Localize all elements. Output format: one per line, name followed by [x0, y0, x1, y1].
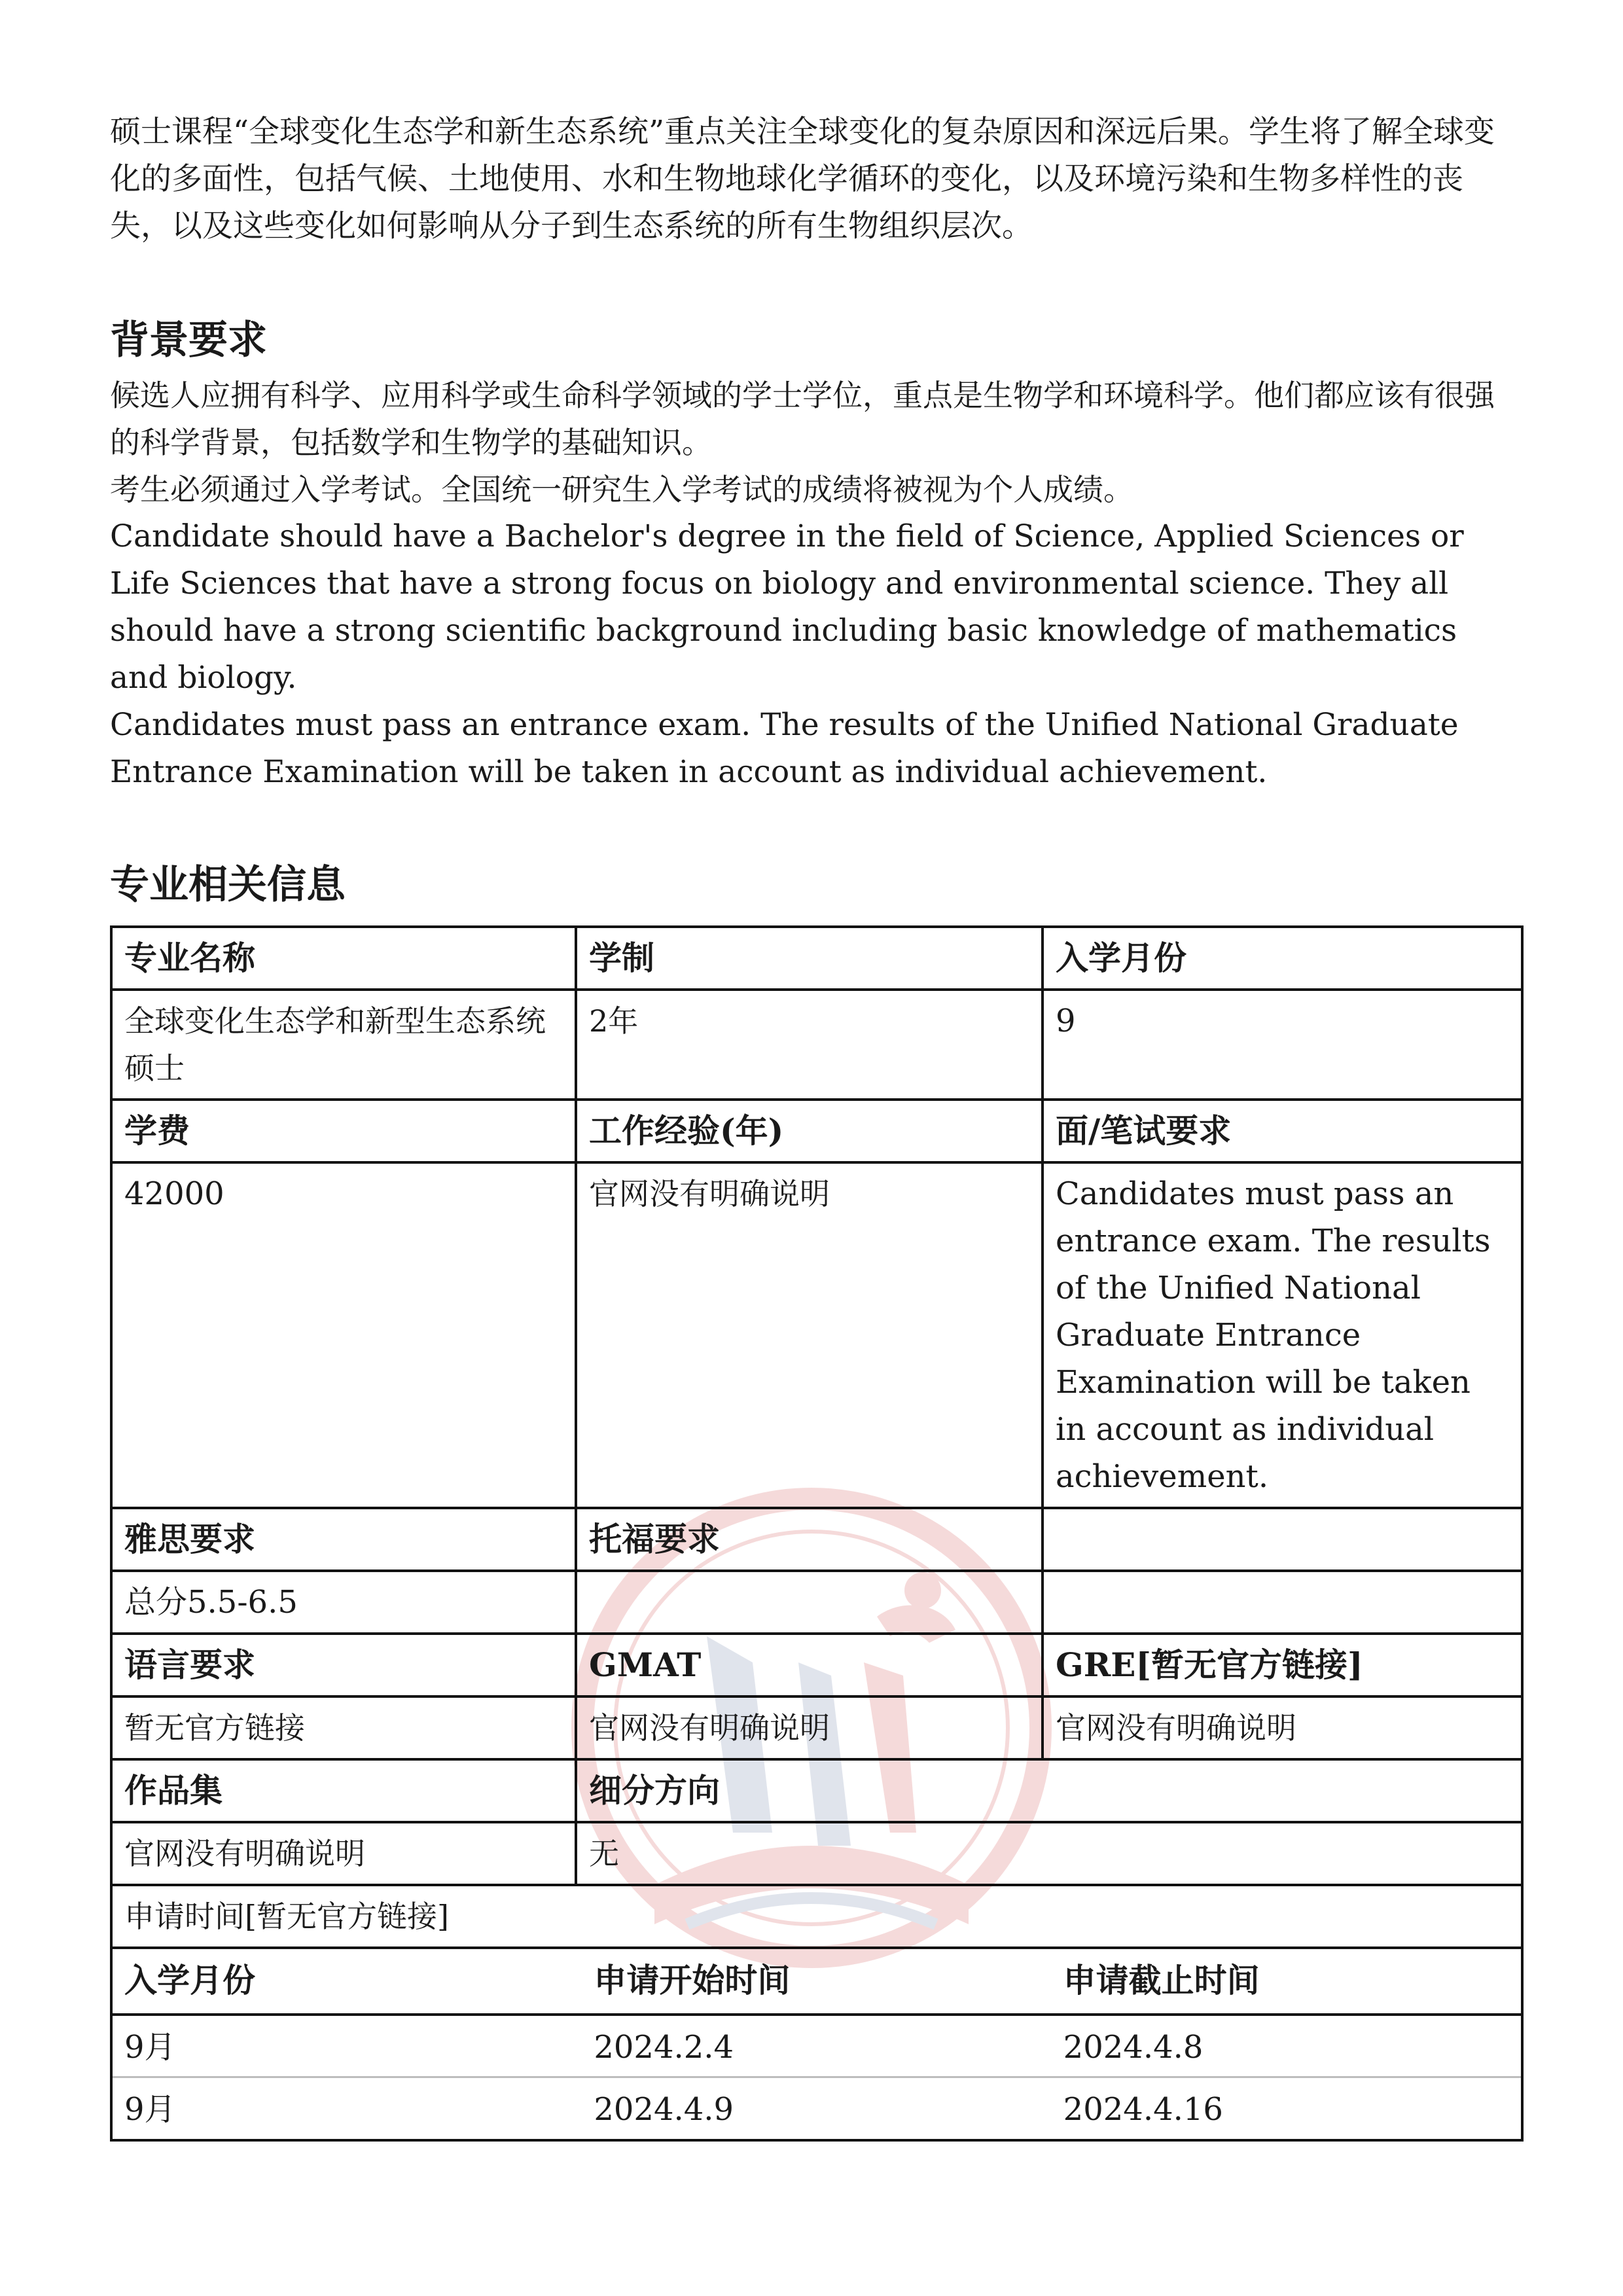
dates-header-deadline: 申请截止时间 — [1052, 1949, 1521, 2015]
language-value: 暂无官方链接 — [111, 1696, 576, 1759]
dates-row-2-deadline: 2024.4.16 — [1063, 2091, 1223, 2128]
toefl-label: 托福要求 — [576, 1508, 1043, 1571]
gmat-label: GMAT — [576, 1634, 1043, 1696]
dates-header-start: 申请开始时间 — [582, 1949, 1051, 2015]
gmat-value: 官网没有明确说明 — [576, 1696, 1043, 1759]
tuition-value: 42000 — [111, 1162, 576, 1508]
toefl-value — [576, 1571, 1043, 1634]
background-en-1: Candidate should have a Bachelor's degree in the field of Science, Applied Sciences or Life Sciences that have a strong focus on biology and environmental science. They all should have a strong scientific background including basic knowledge of mathematics and biology. — [110, 518, 1464, 696]
background-en-2: Candidates must pass an entrance exam. The results of the Unified National Graduate Entrance Examination will be taken in account as individual achievement. — [110, 707, 1459, 790]
gre-label: GRE[暂无官方链接] — [1043, 1634, 1522, 1696]
portfolio-label: 作品集 — [111, 1759, 576, 1822]
dates-row-2-intake: 9月 — [124, 2091, 176, 2128]
intro-paragraph: 硕士课程“全球变化生态学和新生态系统”重点关注全球变化的复杂原因和深远后果。学生将了解全球变化的多面性，包括气候、土地使用、水和生物地球化学循环的变化，以及环境污染和生物多样性的丧失，以及这些变化如何影响从分子到生态系统的所有生物组织层次。 — [110, 114, 1495, 244]
empty-cell — [1043, 1571, 1522, 1634]
duration-label: 学制 — [576, 927, 1043, 990]
dates-header-intake: 入学月份 — [113, 1949, 582, 2015]
ielts-value: 总分5.5-6.5 — [111, 1571, 576, 1634]
tuition-label: 学费 — [111, 1100, 576, 1162]
background-zh-2: 考生必须通过入学考试。全国统一研究生入学考试的成绩将被视为个人成绩。 — [110, 472, 1133, 507]
background-heading: 背景要求 — [110, 317, 267, 363]
program-info-table — [110, 925, 1524, 2142]
intake-value: 9 — [1043, 990, 1522, 1100]
work-experience-value: 官网没有明确说明 — [576, 1162, 1043, 1508]
application-time-label: 申请时间[暂无官方链接] — [111, 1885, 1522, 1948]
dates-row-1-intake: 9月 — [113, 2015, 582, 2077]
dates-row-1-start: 2024.2.4 — [582, 2015, 1051, 2077]
ielts-label: 雅思要求 — [111, 1508, 576, 1571]
program-name-value: 全球变化生态学和新型生态系统硕士 — [111, 990, 576, 1100]
background-zh-1: 候选人应拥有科学、应用科学或生命科学领域的学士学位，重点是生物学和环境科学。他们都应该有很强的科学背景，包括数学和生物学的基础知识。 — [110, 378, 1495, 460]
subfield-value: 无 — [576, 1822, 1522, 1885]
dates-row-1-deadline: 2024.4.8 — [1052, 2015, 1521, 2077]
interview-label: 面/笔试要求 — [1043, 1100, 1522, 1162]
portfolio-value: 官网没有明确说明 — [111, 1822, 576, 1885]
subfield-label: 细分方向 — [576, 1759, 1522, 1822]
gre-value: 官网没有明确说明 — [1043, 1696, 1522, 1759]
application-dates-table — [113, 1949, 1521, 2139]
intake-label: 入学月份 — [1043, 927, 1522, 990]
dates-row-2-start: 2024.4.9 — [594, 2091, 734, 2128]
background-text — [110, 372, 1517, 796]
work-experience-label: 工作经验(年) — [576, 1100, 1043, 1162]
application-dates-cell — [111, 1948, 1522, 2140]
empty-cell — [1043, 1508, 1522, 1571]
language-label: 语言要求 — [111, 1634, 576, 1696]
interview-value: Candidates must pass an entrance exam. The results of the Unified National Graduate Entrance Examination will be taken in account as individual achievement. — [1043, 1162, 1522, 1508]
program-info-heading: 专业相关信息 — [110, 862, 346, 908]
duration-value: 2年 — [576, 990, 1043, 1100]
program-name-label: 专业名称 — [111, 927, 576, 990]
